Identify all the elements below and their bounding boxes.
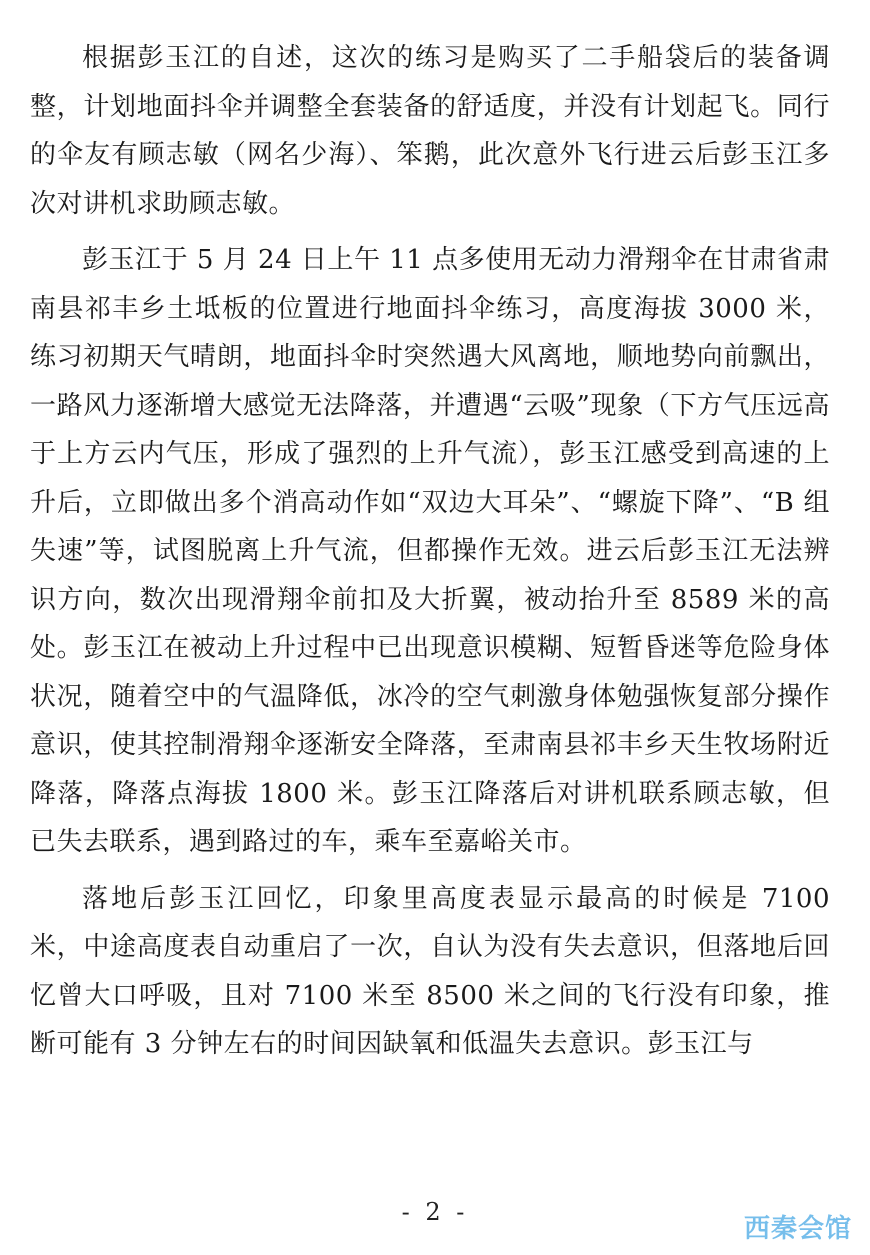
paragraph-2: 彭玉江于 5 月 24 日上午 11 点多使用无动力滑翔伞在甘肃省肃南县祁丰乡土坻板的位置进行地面抖伞练习，高度海拔 3000 米，练习初期天气晴朗，地面抖伞时突然遇大风离地，顺地势向前飘出，一路风力逐渐增大感觉无法降落，并遭遇“云吸”现象（下方气压远高于上方云内气压，形成了强烈的上升气流），彭玉江感受到高速的上升后，立即做出多个消高动作如“双边大耳朵”、“螺旋下降”、“B 组失速”等，试图脱离上升气流，但都操作无效。进云后彭玉江无法辨识方向，数次出现滑翔伞前扣及大折翼，被动抬升至 8589 米的高处。彭玉江在被动上升过程中已出现意识模糊、短暂昏迷等危险身体状况，随着空中的气温降低，冰冷的空气刺激身体勉强恢复部分操作意识，使其控制滑翔伞逐渐安全降落，至肃南县祁丰乡天生牧场附近降落，降落点海拔 1800 米。彭玉江降落后对讲机联系顾志敏，但已失去联系，遇到路过的车，乘车至嘉峪关市。 [30, 245, 830, 857]
paragraph-3: 落地后彭玉江回忆，印象里高度表显示最高的时候是 7100 米，中途高度表自动重启了一次，自认为没有失去意识，但落地后回忆曾大口呼吸，且对 7100 米至 8500 米之间的飞行没有印象，推断可能有 3 分钟左右的时间因缺氧和低温失去意识。彭玉江与 [30, 883, 830, 1059]
watermark: 西秦会馆 [743, 1214, 852, 1244]
page-number: - 2 - [401, 1198, 469, 1226]
body-text [30, 34, 830, 1077]
paragraph-1: 根据彭玉江的自述，这次的练习是购买了二手船袋后的装备调整，计划地面抖伞并调整全套装备的舒适度，并没有计划起飞。同行的伞友有顾志敏（网名少海）、笨鹅，此次意外飞行进云后彭玉江多次对讲机求助顾志敏。 [30, 43, 830, 219]
